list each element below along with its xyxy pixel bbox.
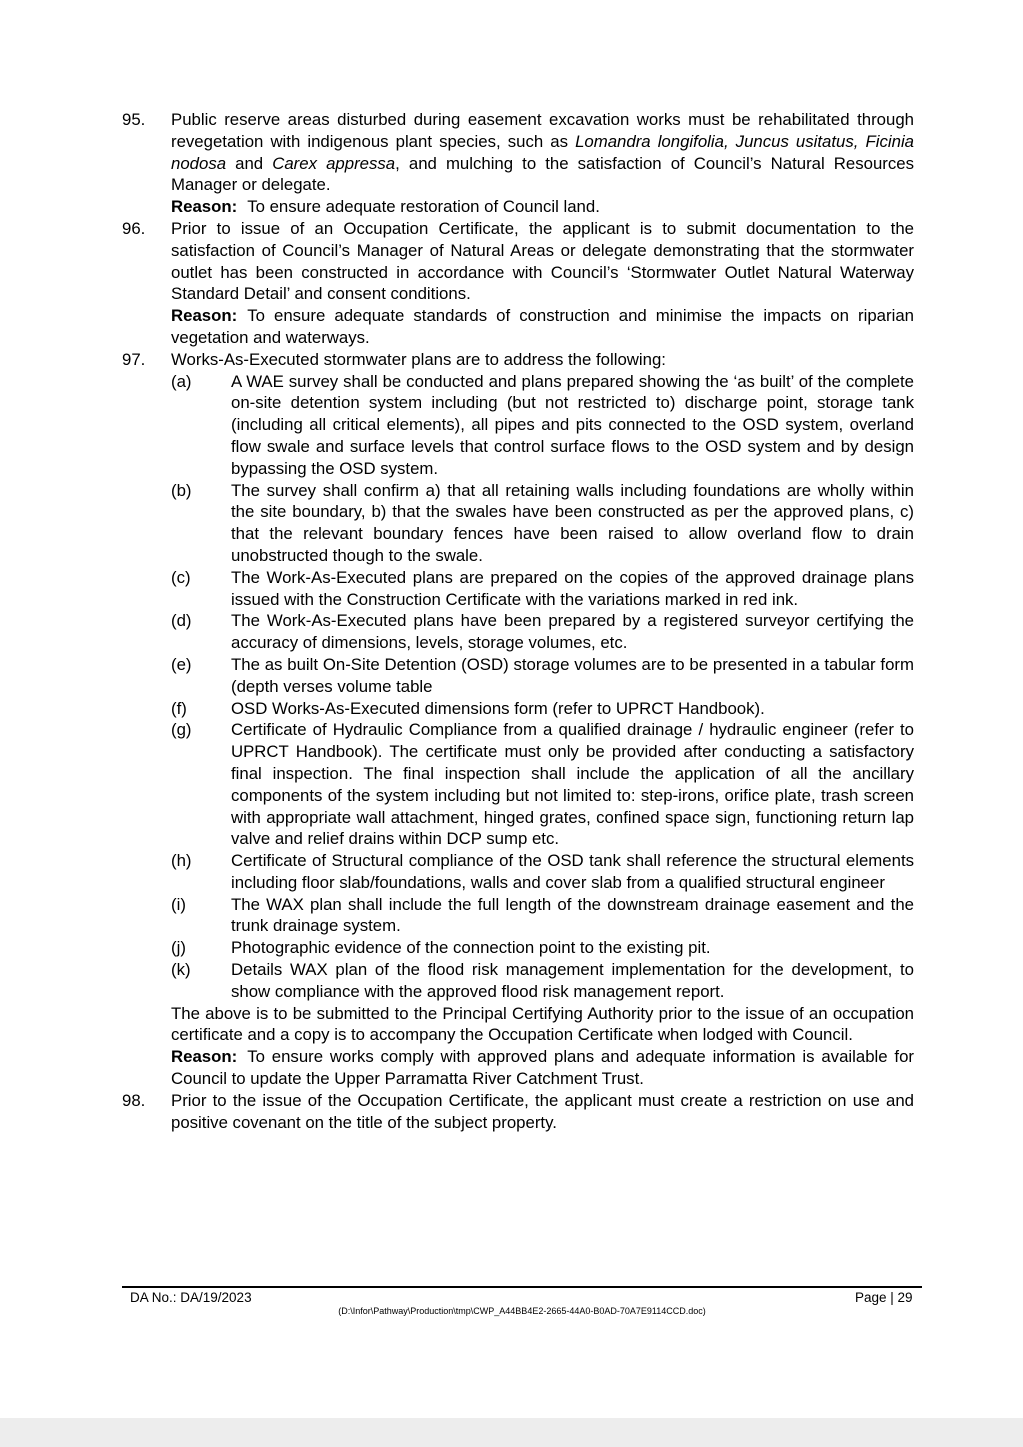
sub-item-h: [171, 850, 914, 894]
condition-98: [122, 1090, 914, 1134]
footer-divider: [122, 1286, 922, 1288]
sub-item-f: [171, 698, 914, 720]
footer-page-number: Page | 29: [855, 1290, 913, 1305]
sub-item-k: [171, 959, 914, 1003]
condition-97: [122, 349, 914, 1090]
condition-body: [171, 109, 914, 218]
sub-item-letter: (d): [171, 611, 192, 631]
reason: [171, 196, 914, 218]
sub-item-text: Certificate of Hydraulic Compliance from a qualified drainage / hydraulic engineer (refer to UPRCT Handbook). The certificate must only be provided after conducting a satisfactory final inspection. The final inspection shall include the application of all the ancillary components of the system including but not limited to: step-irons, orifice plate, trash screen with appropriate wall attachment, hinged grates, confined space sign, functioning return lap valve and relief drains within DCP sump etc.: [231, 720, 914, 849]
sub-item-letter: (b): [171, 480, 192, 500]
sub-item-j: [171, 937, 914, 959]
sub-item-text: Certificate of Structural compliance of the OSD tank shall reference the structural elements including floor slab/foundations, walls and cover slab from a qualified structural engineer: [231, 851, 914, 892]
reason-label: Reason:: [171, 306, 238, 326]
text-segment: Public reserve areas disturbed during easement excavation works must be rehabilitated through revegetation with indigenous plant species, such as: [171, 110, 914, 151]
sub-item-letter: (c): [171, 567, 191, 587]
condition-96: [122, 218, 914, 349]
condition-95: [122, 109, 914, 218]
condition-text: [171, 109, 914, 196]
reason-text: To ensure adequate standards of construction and minimise the impacts on riparian vegetation and waterways.: [171, 306, 914, 347]
condition-intro: Works-As-Executed stormwater plans are to address the following:: [171, 349, 666, 369]
sub-item-letter: (i): [171, 894, 186, 914]
condition-text: Prior to issue of an Occupation Certificate, the applicant is to submit documentation to the satisfaction of Council’s Manager of Natural Areas or delegate demonstrating that the stormwater outlet has been constructed in accordance with Council’s ‘Stormwater Outlet Natural Waterway Standard Detail’ and consent conditions.: [171, 218, 914, 304]
reason-text: To ensure works comply with approved plans and adequate information is available for Council to update the Upper Parramatta River Catchment Trust.: [171, 1047, 914, 1089]
text-segment: , and mulching to the satisfaction of Council’s Natural Resources Manager or delegate.: [171, 153, 915, 195]
text-segment: and: [226, 153, 273, 173]
condition-number: 98.: [122, 1090, 146, 1110]
sub-item-a: [171, 371, 914, 480]
sub-item-c: [171, 567, 914, 611]
species-italic: Lomandra longifolia, Juncus usitatus, Ficinia nodosa: [171, 131, 915, 173]
sub-item-text: The survey shall confirm a) that all retaining walls including foundations are wholly within the site boundary, b) that the swales have been constructed as per the approved plans, c) that the relevant boundary fences have been raised to allow overland flow to drain unobstructed though to the swale.: [231, 480, 914, 565]
sub-item-b: [171, 480, 914, 567]
sub-item-letter: (f): [171, 698, 187, 718]
sub-item-text: OSD Works-As-Executed dimensions form (refer to UPRCT Handbook).: [231, 698, 765, 718]
reason-label: Reason:: [171, 1047, 238, 1067]
condition-body: [171, 1090, 914, 1134]
sub-item-d: [171, 610, 914, 654]
sub-item-text: The as built On-Site Detention (OSD) storage volumes are to be presented in a tabular form (depth verses volume table: [231, 654, 914, 696]
condition-body: [171, 349, 914, 1090]
sub-item-text: The Work-As-Executed plans have been prepared by a registered surveyor certifying the accuracy of dimensions, levels, storage volumes, etc.: [231, 611, 914, 653]
condition-number: 96.: [122, 218, 146, 238]
condition-text: Prior to the issue of the Occupation Certificate, the applicant must create a restriction on use and positive covenant on the title of the subject property.: [171, 1090, 914, 1132]
sub-item-letter: (j): [171, 938, 186, 958]
reason: [171, 1046, 914, 1090]
sub-item-text: Details WAX plan of the flood risk management implementation for the development, to show compliance with the approved flood risk management report.: [231, 960, 914, 1001]
sub-item-letter: (k): [171, 960, 191, 980]
sub-item-g: [171, 719, 914, 850]
species-italic: Carex appressa: [272, 153, 396, 173]
condition-closing: The above is to be submitted to the Principal Certifying Authority prior to the issue of an occupation certificate and a copy is to accompany the Occupation Certificate when lodged with Council.: [171, 1003, 914, 1045]
condition-body: [171, 218, 914, 349]
condition-number: 97.: [122, 349, 146, 369]
sub-item-letter: (h): [171, 851, 192, 871]
footer-da-number: DA No.: DA/19/2023: [130, 1290, 252, 1305]
conditions-list: [122, 109, 914, 1133]
reason-text: To ensure adequate restoration of Council land.: [247, 197, 600, 217]
sub-item-text: Photographic evidence of the connection point to the existing pit.: [231, 938, 711, 958]
sub-item-text: A WAE survey shall be conducted and plans prepared showing the ‘as built’ of the complete on-site detention system including (but not restricted to) discharge point, storage tank (including all critical elements), all pipes and pits connected to the OSD system, overland flow swale and surface levels that control surface flows to the OSD system and by design bypassing the OSD system.: [231, 371, 914, 478]
sub-item-letter: (e): [171, 654, 192, 674]
page-bottom-band: [0, 1418, 1023, 1447]
sub-item-e: [171, 654, 914, 698]
reason: [171, 305, 914, 349]
sub-item-text: The Work-As-Executed plans are prepared on the copies of the approved drainage plans issued with the Construction Certificate with the variations marked in red ink.: [231, 567, 914, 609]
sub-item-i: [171, 894, 914, 938]
sub-item-letter: (g): [171, 720, 192, 740]
footer-file-path: (D:\Infor\Pathway\Production\tmp\CWP_A44BB4E2-2665-44A0-B0AD-70A7E9114CCD.doc): [338, 1306, 706, 1316]
condition-number: 95.: [122, 110, 146, 129]
reason-label: Reason:: [171, 197, 238, 217]
sub-item-letter: (a): [171, 371, 192, 391]
sub-item-text: The WAX plan shall include the full length of the downstream drainage easement and the trunk drainage system.: [231, 894, 914, 936]
